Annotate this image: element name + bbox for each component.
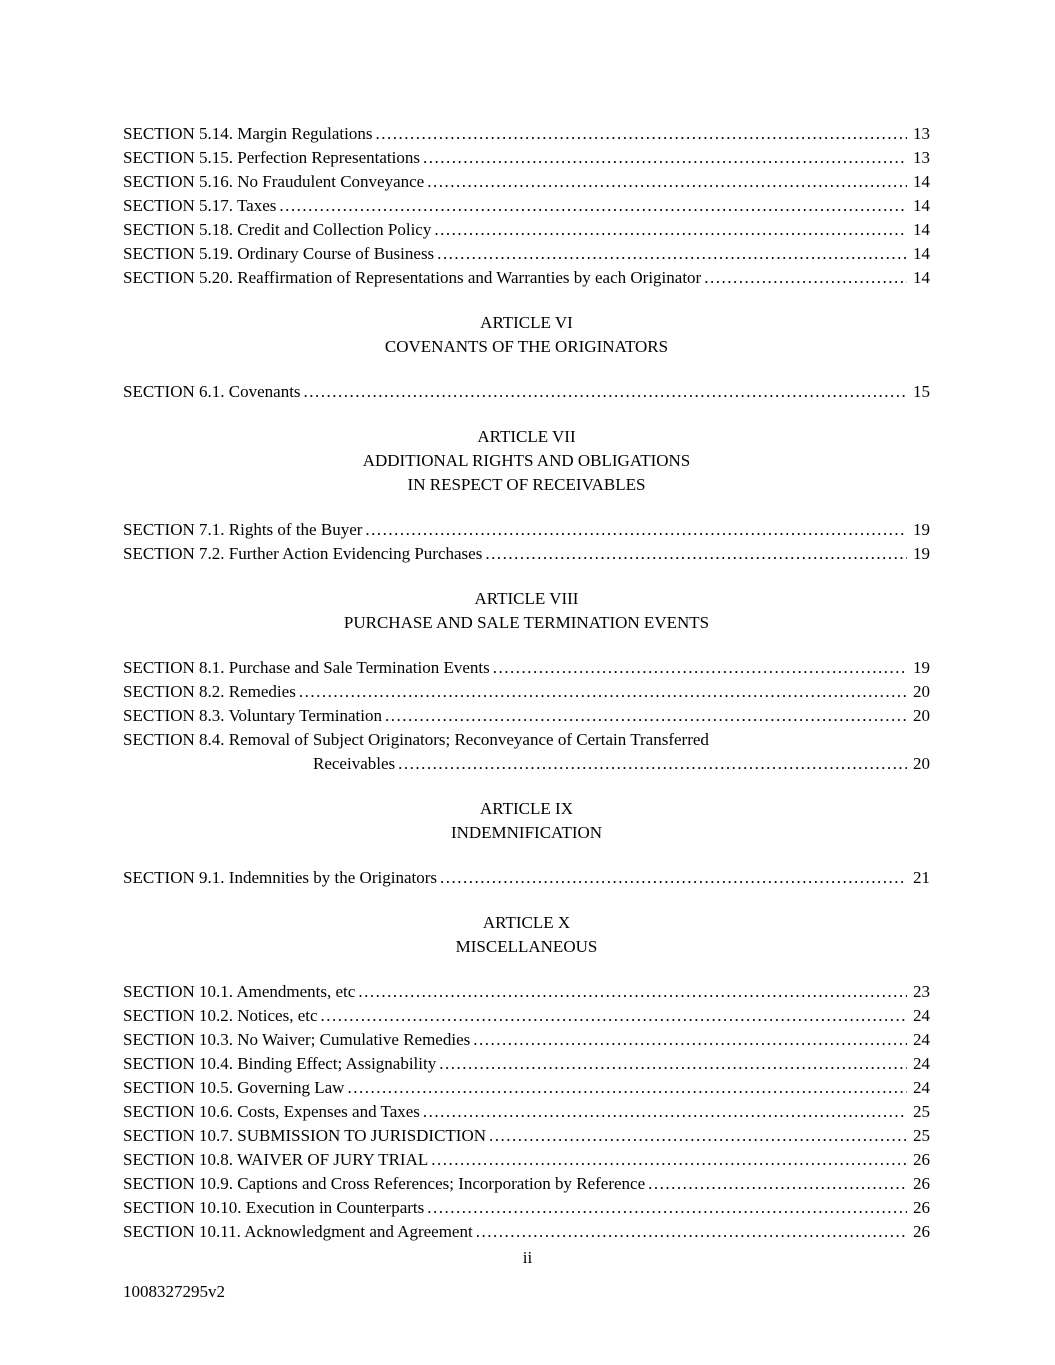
toc-entry-page: 14 xyxy=(913,268,930,287)
dot-leader xyxy=(398,752,907,776)
article-heading-line: ARTICLE VII xyxy=(477,427,576,446)
toc-entry-label: SECTION 10.2. Notices, etc xyxy=(123,1006,318,1025)
toc-entry-label: SECTION 8.2. Remedies xyxy=(123,682,296,701)
dot-leader xyxy=(485,542,907,566)
dot-leader xyxy=(427,1196,907,1220)
toc-entry xyxy=(123,656,930,680)
toc-entry-label: SECTION 10.10. Execution in Counterparts xyxy=(123,1198,425,1217)
toc-entry-page: 13 xyxy=(913,148,930,167)
article-heading xyxy=(123,797,930,845)
toc-entry-page: 19 xyxy=(913,520,930,539)
toc-entry-page: 14 xyxy=(913,244,930,263)
toc-entry-label: SECTION 8.3. Voluntary Termination xyxy=(123,706,382,725)
dot-leader xyxy=(476,1220,907,1244)
toc-entry xyxy=(123,680,930,704)
toc-entry-label: SECTION 5.16. No Fraudulent Conveyance xyxy=(123,172,425,191)
toc-entry-page: 24 xyxy=(913,1054,930,1073)
toc-entry xyxy=(123,242,930,266)
dot-leader xyxy=(423,1100,907,1124)
toc-entry-page: 19 xyxy=(913,658,930,677)
toc-entry xyxy=(123,122,930,146)
toc-entry-label: SECTION 8.4. Removal of Subject Originators; Reconveyance of Certain Transferred xyxy=(123,730,709,749)
footer-page-number: ii xyxy=(522,1248,533,1267)
dot-leader xyxy=(347,1076,907,1100)
toc-entry-label: SECTION 10.11. Acknowledgment and Agreement xyxy=(123,1222,473,1241)
dot-leader xyxy=(493,656,907,680)
toc-entry-label: SECTION 10.3. No Waiver; Cumulative Remedies xyxy=(123,1030,471,1049)
toc-entry xyxy=(123,1196,930,1220)
toc-entry xyxy=(123,1148,930,1172)
article-heading xyxy=(123,911,930,959)
toc-entry-label: SECTION 10.4. Binding Effect; Assignability xyxy=(123,1054,437,1073)
toc-entry xyxy=(123,728,930,752)
article-heading xyxy=(123,311,930,359)
dot-leader xyxy=(439,1052,907,1076)
toc-entry-label: SECTION 5.17. Taxes xyxy=(123,196,277,215)
article-heading-line: MISCELLANEOUS xyxy=(455,937,598,956)
toc-entry-label: SECTION 10.6. Costs, Expenses and Taxes xyxy=(123,1102,420,1121)
dot-leader xyxy=(704,266,907,290)
toc-entry xyxy=(123,1172,930,1196)
toc-entry-label: SECTION 7.2. Further Action Evidencing Purchases xyxy=(123,544,483,563)
toc-entry-label: SECTION 10.5. Governing Law xyxy=(123,1078,345,1097)
toc-entry-page: 19 xyxy=(913,544,930,563)
article-heading-line: INDEMNIFICATION xyxy=(450,823,603,842)
toc-entry-page: 26 xyxy=(913,1174,930,1193)
toc-entry xyxy=(123,1052,930,1076)
footer-document-id: 1008327295v2 xyxy=(123,1282,225,1301)
toc-group xyxy=(123,380,930,404)
toc-entry-label: SECTION 10.9. Captions and Cross References; Incorporation by Reference xyxy=(123,1174,646,1193)
toc-entry-page: 24 xyxy=(913,1078,930,1097)
dot-leader xyxy=(473,1028,907,1052)
toc-group xyxy=(123,656,930,776)
toc-entry-page: 20 xyxy=(913,754,930,773)
toc-entry-page: 21 xyxy=(913,868,930,887)
toc-entry xyxy=(123,1100,930,1124)
dot-leader xyxy=(440,866,907,890)
article-heading-line: PURCHASE AND SALE TERMINATION EVENTS xyxy=(343,613,710,632)
toc-entry-page: 25 xyxy=(913,1102,930,1121)
toc-entry-label: SECTION 10.8. WAIVER OF JURY TRIAL xyxy=(123,1150,429,1169)
dot-leader xyxy=(358,980,907,1004)
toc-entry xyxy=(123,1076,930,1100)
toc-entry-label: SECTION 7.1. Rights of the Buyer xyxy=(123,520,363,539)
toc-group xyxy=(123,122,930,290)
toc-entry xyxy=(123,170,930,194)
dot-leader xyxy=(299,680,907,704)
toc-entry-page: 14 xyxy=(913,220,930,239)
article-heading-line: ARTICLE IX xyxy=(480,799,573,818)
dot-leader xyxy=(434,218,907,242)
toc-entry xyxy=(123,704,930,728)
toc-entry xyxy=(123,542,930,566)
toc-entry-label: SECTION 6.1. Covenants xyxy=(123,382,301,401)
dot-leader xyxy=(321,1004,907,1028)
toc-entry-page: 20 xyxy=(913,706,930,725)
toc-entry xyxy=(123,866,930,890)
toc-entry xyxy=(123,266,930,290)
toc-entry-page: 24 xyxy=(913,1030,930,1049)
toc-entry-label: SECTION 5.14. Margin Regulations xyxy=(123,124,373,143)
article-heading xyxy=(123,587,930,635)
dot-leader xyxy=(375,122,907,146)
toc-entry-page: 26 xyxy=(913,1222,930,1241)
toc-entry xyxy=(123,194,930,218)
toc-entry-page: 20 xyxy=(913,682,930,701)
dot-leader xyxy=(437,242,907,266)
toc-entry-page: 24 xyxy=(913,1006,930,1025)
dot-leader xyxy=(489,1124,907,1148)
toc-entry-label: SECTION 5.18. Credit and Collection Policy xyxy=(123,220,432,239)
toc-entry xyxy=(123,380,930,404)
toc-entry-label: Receivables xyxy=(313,754,396,773)
toc-entry xyxy=(123,1220,930,1244)
article-heading-line: IN RESPECT OF RECEIVABLES xyxy=(407,475,646,494)
toc-entry xyxy=(123,218,930,242)
toc-entry-label: SECTION 5.15. Perfection Representations xyxy=(123,148,420,167)
dot-leader xyxy=(648,1172,907,1196)
dot-leader xyxy=(304,380,907,404)
article-heading-line: ADDITIONAL RIGHTS AND OBLIGATIONS xyxy=(362,451,691,470)
toc-entry xyxy=(123,1004,930,1028)
article-heading-line: COVENANTS OF THE ORIGINATORS xyxy=(384,337,669,356)
toc-entry xyxy=(123,980,930,1004)
dot-leader xyxy=(279,194,907,218)
toc xyxy=(123,122,930,1265)
toc-entry-label: SECTION 10.1. Amendments, etc xyxy=(123,982,356,1001)
toc-entry xyxy=(123,518,930,542)
dot-leader xyxy=(427,170,907,194)
dot-leader xyxy=(431,1148,907,1172)
toc-entry xyxy=(123,1028,930,1052)
dot-leader xyxy=(385,704,907,728)
article-heading-line: ARTICLE VIII xyxy=(474,589,579,608)
toc-group xyxy=(123,518,930,566)
dot-leader xyxy=(365,518,907,542)
article-heading-line: ARTICLE X xyxy=(482,913,571,932)
toc-entry-label: SECTION 9.1. Indemnities by the Originators xyxy=(123,868,437,887)
toc-entry-page: 26 xyxy=(913,1198,930,1217)
toc-entry-label: SECTION 5.20. Reaffirmation of Representations and Warranties by each Originator xyxy=(123,268,702,287)
dot-leader xyxy=(423,146,907,170)
toc-group xyxy=(123,866,930,890)
toc-entry-page: 15 xyxy=(913,382,930,401)
toc-entry xyxy=(313,752,930,776)
toc-entry xyxy=(123,146,930,170)
toc-entry-page: 23 xyxy=(913,982,930,1001)
toc-entry-label: SECTION 8.1. Purchase and Sale Termination Events xyxy=(123,658,490,677)
toc-entry-label: SECTION 10.7. SUBMISSION TO JURISDICTION xyxy=(123,1126,487,1145)
toc-entry xyxy=(123,1124,930,1148)
toc-entry-page: 25 xyxy=(913,1126,930,1145)
toc-entry-label: SECTION 5.19. Ordinary Course of Business xyxy=(123,244,435,263)
article-heading xyxy=(123,425,930,497)
toc-entry-page: 14 xyxy=(913,196,930,215)
toc-entry-page: 14 xyxy=(913,172,930,191)
toc-entry-page: 26 xyxy=(913,1150,930,1169)
toc-group xyxy=(123,980,930,1244)
toc-entry-page: 13 xyxy=(913,124,930,143)
article-heading-line: ARTICLE VI xyxy=(480,313,573,332)
